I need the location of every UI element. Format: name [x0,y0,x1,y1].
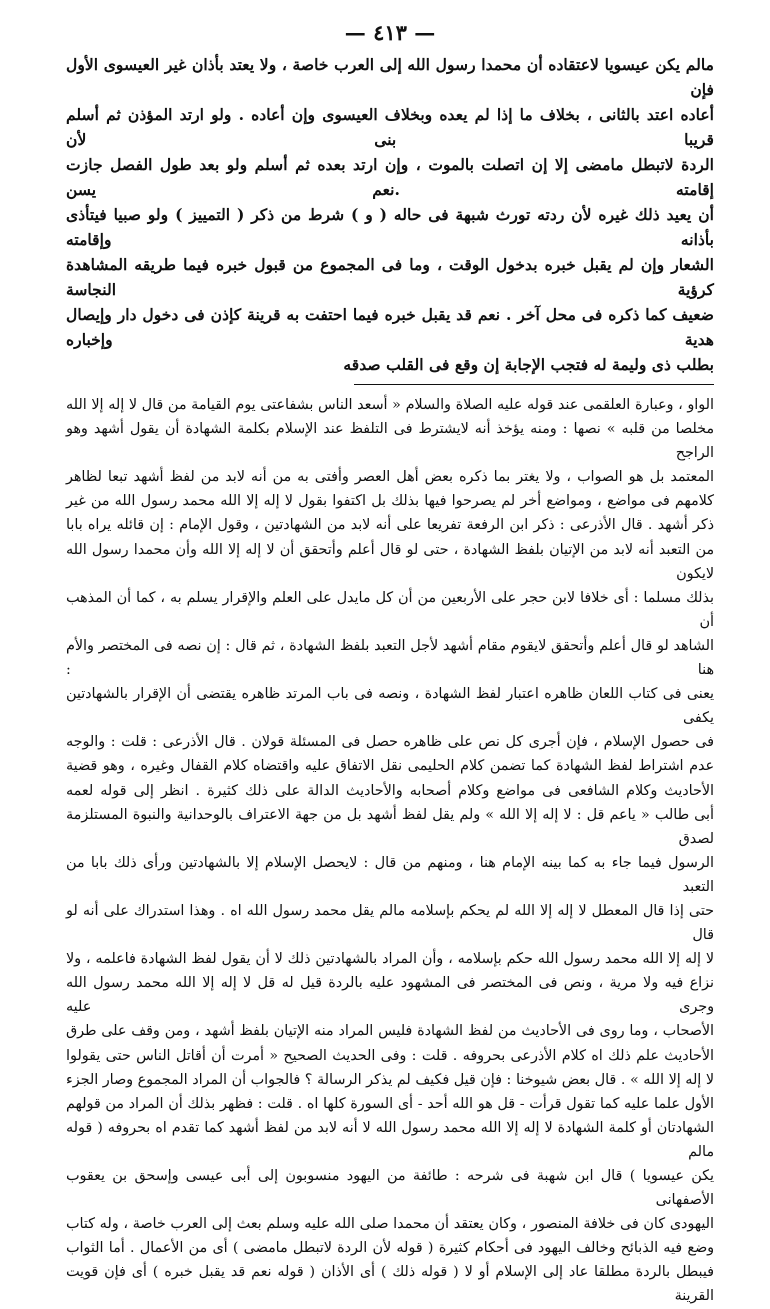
footnote-line: لا إله إلا الله محمد رسول الله حكم بإسلامه ، وأن المراد بالشهادتين ذلك لا أن يقول لفظ الشهادة فاعلمه ، ولا [66,951,714,968]
page-number: — ٤١٣ — [344,20,436,45]
footnote-line: أبى طالب « ياعم قل : لا إله إلا الله » ولم يقل لفظ أشهد بل من جهة الاعتراف بالوحدانية والنبوة المستلزمة لصدق [66,806,714,847]
main-text-line: بطلب ذى وليمة له فتجب الإجابة إن وقع فى القلب صدقه [343,355,714,374]
footnote-line: لا إله إلا الله » . قال بعض شيوخنا : فإن قيل فكيف لم يذكر الرسالة ؟ فالجواب أن المراد المجموع وصار الجزء [66,1071,714,1088]
footnote-line: بذلك مسلما : أى خلافا لابن حجر على الأربعين من أن كل مايدل على العلم والإقرار يسلم به ، كما أن المذهب أن [66,589,714,630]
main-text-line: مالم يكن عيسويا لاعتقاده أن محمدا رسول الله إلى العرب خاصة ، ولا يعتد بأذان غير العيسوى الأول فإن [66,55,714,99]
main-text [66,52,714,377]
footnote-line: نزاع فيه ولا مرية ، ونص فى المختصر فى المشهود عليه بالردة قيل له قل لا إله إلا الله محمد رسول الله وجرى عليه [66,975,714,1016]
footnote-line: الأحاديث وكلام الشافعى فى مواضع وكلام أصحابه والأحاديث الدالة على ذلك كثيرة . انظر إلى قوله لعمه [66,782,714,799]
footnote-line: ذكر أشهد . قال الأذرعى : ذكر ابن الرفعة تفريعا على أنه لابد من الشهادتين ، وقول الإمام : إن قائله يراه بابا [66,517,714,534]
main-text-line: الردة لاتبطل مامضى إلا إن اتصلت بالموت ، وإن ارتد بعده ثم أسلم ولو بعد طول الفصل جازت إقامته .نعم يسن [66,155,714,199]
footnote-line: من التعبد أنه لابد من الإتيان بلفظ الشهادة ، حتى لو قال أعلم وأتحقق أن لا إله إلا الله وأن محمدا رسول الله لايكون [66,541,714,582]
footnote-line: الشهادتان أو كلمة الشهادة لا إله إلا الله محمد رسول الله لا أنه لابد من لفظ أشهد كما تقدم اه بحروفه ( قوله مالم [66,1119,714,1160]
footnote-line: الأحاديث علم ذلك اه كلام الأذرعى بحروفه . قلت : وفى الحديث الصحيح « أمرت أن أقاتل الناس حتى يقولوا [66,1047,714,1064]
footnote-line: مخلصا من قلبه » نصها : ومنه يؤخذ أنه لايشترط فى التلفظ عند الإسلام بكلمة الشهادة أن يقول أشهد وهو الراجح [66,421,714,462]
footnote-line: الواو ، وعبارة العلقمى عند قوله عليه الصلاة والسلام « أسعد الناس بشفاعتى يوم القيامة من قال لا إله إلا الله [66,397,714,413]
footnote-line: الشاهد لو قال أعلم وأتحقق لايقوم مقام أشهد لأجل التعبد بلفظ الشهادة ، ثم قال : إن نصه فى المختصر والأم هنا : [66,637,714,679]
footnote-line: حتى إذا قال المعطل لا إله إلا الله لم يحكم بإسلامه مالم يقل محمد رسول الله اه . وهذا استدراك على أنه لو قال [66,902,714,944]
footnote-line: الأصحاب ، وما روى فى الأحاديث من لفظ الشهادة فليس المراد منه الإتيان بلفظ أشهد ، ومن وقف على طرق [66,1023,714,1040]
main-text-line: أعاده اعتد بالثانى ، بخلاف ما إذا لم يعده وبخلاف العيسوى وإن أعاده . ولو ارتد المؤذن ثم أسلم قريبا بنى لأن [66,105,714,149]
footnote-line: فيبطل بالردة مطلقا عاد إلى الإسلام أو لا ( قوله ذلك ) أى الأذان ( قوله نعم قد يقبل خبره ) أى فإن قويت القرينة [66,1264,714,1305]
footnote-text [66,393,714,1309]
footnote-line: الرسول فيما جاء به كما بينه الإمام هنا ، ومنهم من قال : لايحصل الإسلام إلا بالشهادتين ورأى ذلك بابا من التعبد [66,854,714,895]
footnote-line: وضع فيه الذبائح وخالف اليهود فى أحكام كثيرة ( قوله لأن الردة لاتبطل مامضى ) أى من الأعمال . أما الثواب [66,1240,714,1257]
footnote-line: يعنى فى كتاب اللعان ظاهره اعتبار لفظ الشهادة ، ونصه فى باب المرتد ظاهره يقتضى أن الإقرار بالشهادتين يكفى [66,686,714,727]
footnote-line: عدم اشتراط لفظ الشهادة كما تضمن كلام الحليمى نقل الاتفاق عليه واقتضاه كلام القفال وغيره ، وهو قضية [66,758,714,775]
footnote-line: اليهودى كان فى خلافة المنصور ، وكان يعتقد أن محمدا صلى الله عليه وسلم بعث إلى العرب خاصة ، وله كتاب [66,1216,714,1233]
footnote-line: المعتمد بل هو الصواب ، ولا يغتر بما ذكره بعض أهل العصر وأفتى به من أنه لابد من لفظ أشهد تبعا لظاهر [66,469,714,486]
document-page [66,16,714,1309]
footnote-line: كلامهم فى مواضع ، ومواضع أخر لم يصرحوا فيها بذلك بل اكتفوا بقول لا إله إلا الله محمد رسول الله من غير [66,493,714,510]
footnote-line: يكن عيسويا ) قال ابن شهبة فى شرحه : طائفة من اليهود منسوبون إلى أبى عيسى وإسحق بن يعقوب الأصفهانى [66,1168,714,1209]
main-text-line: الشعار وإن لم يقبل خبره بدخول الوقت ، وما فى المجموع من قبول خبره فيما طريقه المشاهدة كرؤية النجاسة [66,255,714,299]
footnote-line: فى حصول الإسلام ، فإن أجرى كل نص على ظاهره حصل فى المسئلة قولان . قال الأذرعى : قلت : والوجه [66,734,714,751]
footnote-separator [354,384,714,385]
footnote-line: الأول علما عليه كما تقول قرأت - قل هو الله أحد - أى السورة كلها اه . قلت : فظهر بذلك أن المراد من قولهم [66,1095,714,1112]
main-text-line: أن يعيد ذلك غيره لأن ردته تورث شبهة فى حاله ( و ) شرط من ذكر ( التمييز ) ولو صبيا فيتأذى بأذانه وإقامته [66,205,714,249]
main-text-line: ضعيف كما ذكره فى محل آخر . نعم قد يقبل خبره فيما احتفت به قرينة كإذن فى دخول دار وإيصال هدية وإخباره [66,305,714,349]
